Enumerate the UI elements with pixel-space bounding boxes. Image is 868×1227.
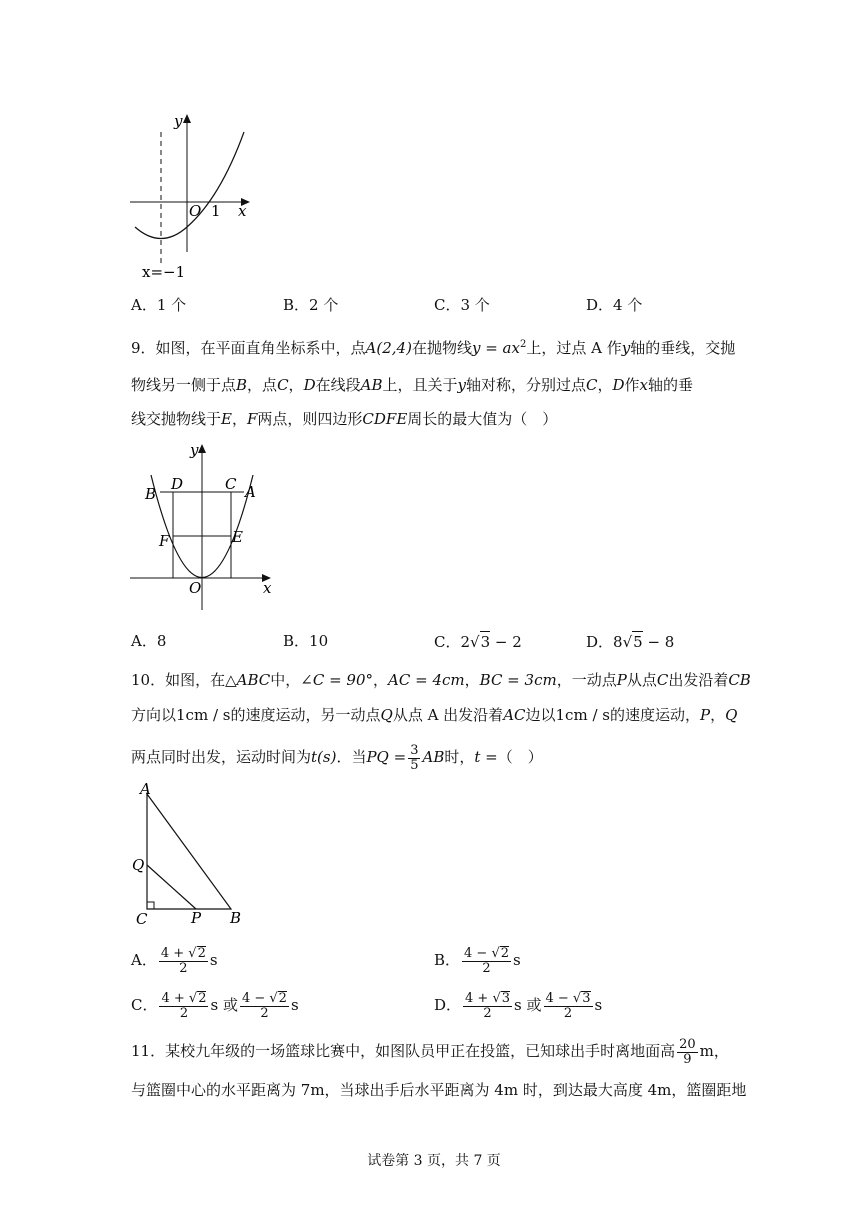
q10-option-a[interactable]: A． $\frac{4 + √2}{2}$ s <box>131 946 218 976</box>
q9-line-1: 9．如图，在平面直角坐标系中，点A(2,4)在抛物线$y = ax^2$上，过点 A 作y轴的垂线，交抛 <box>131 339 736 357</box>
q9-label-x: x <box>263 579 272 597</box>
q8-option-b[interactable]: B．2 个 <box>283 296 339 314</box>
q9-option-d[interactable]: D．8√5 − 8 <box>586 633 675 651</box>
q10-triangle <box>147 794 231 909</box>
q8-label-x: x <box>238 202 247 220</box>
q8-label-1: 1 <box>211 202 221 220</box>
q10-label-P: P <box>191 909 202 927</box>
q9-label-C: C <box>225 475 237 493</box>
q9-option-c[interactable]: C．2√3 − 2 <box>434 633 522 651</box>
q10-line-2: 方向以1cm / s的速度运动，另一动点Q从点 A 出发沿着AC边以1cm / s的速度运动，P，Q <box>131 706 738 724</box>
q9-label-A: A <box>245 483 256 501</box>
q11-line-1: 11．某校九年级的一场篮球比赛中，如图队员甲正在投篮，已知球出手时离地面高 $\frac{20}{9}$ m， <box>131 1036 729 1067</box>
q10-label-C: C <box>136 910 148 928</box>
q8-label-O: O <box>189 202 202 220</box>
q9-label-F: F <box>159 532 170 550</box>
page-footer: 试卷第 3 页，共 7 页 <box>367 1153 501 1169</box>
q10-option-d[interactable]: D． $\frac{4 + √3}{2}$ s 或 $\frac{4 - √3}{2}$ s <box>434 991 603 1021</box>
q10-option-b[interactable]: B． $\frac{4 - √2}{2}$ s <box>434 946 521 976</box>
q9-graph <box>128 440 278 610</box>
q10-line-1: 10．如图，在△ABC中，∠C = 90°，AC = 4cm，BC = 3cm，一动点P从点C出发沿着CB <box>131 671 751 689</box>
q8-graph <box>128 110 258 282</box>
q10-right-angle-mark <box>147 902 154 909</box>
q8-option-c[interactable]: C．3 个 <box>434 296 490 314</box>
q10-label-A: A <box>140 780 151 798</box>
q8-label-y: y <box>174 112 183 130</box>
q9-label-y: y <box>190 441 199 459</box>
q9-label-O: O <box>189 579 202 597</box>
q10-triangle-figure <box>128 778 248 928</box>
q9-line-3: 线交抛物线于E，F两点，则四边形CDFE周长的最大值为（ ） <box>131 410 558 428</box>
q9-label-B: B <box>145 485 157 503</box>
q9-label-E: E <box>232 528 243 546</box>
q9-label-D: D <box>171 475 184 493</box>
q8-option-d[interactable]: D．4 个 <box>586 296 643 314</box>
q9-option-a[interactable]: A．8 <box>131 632 167 650</box>
q8-parabola <box>135 132 244 239</box>
q11-line-2: 与篮圈中心的水平距离为 7m，当球出手后水平距离为 4m 时，到达最大高度 4m，篮圈距地 <box>131 1081 747 1099</box>
q10-option-c[interactable]: C． $\frac{4 + √2}{2}$ s 或 $\frac{4 - √2}{2}$ s <box>131 991 299 1021</box>
q8-label-asym: x=−1 <box>142 263 186 281</box>
q10-label-Q: Q <box>132 856 145 874</box>
q8-y-arrow <box>183 114 191 123</box>
q9-line-2: 物线另一侧于点B，点C，D在线段AB上，且关于y轴对称，分别过点C，D作x轴的垂 <box>131 376 694 394</box>
q9-option-b[interactable]: B．10 <box>283 632 329 650</box>
q8-option-a[interactable]: A．1 个 <box>131 296 187 314</box>
q9-y-arrow <box>198 444 206 453</box>
q10-label-B: B <box>230 909 242 927</box>
q10-line-3: 两点同时出发，运动时间为t(s)．当PQ = $\frac{3}{5}$ AB时，t =（ ） <box>131 742 543 773</box>
